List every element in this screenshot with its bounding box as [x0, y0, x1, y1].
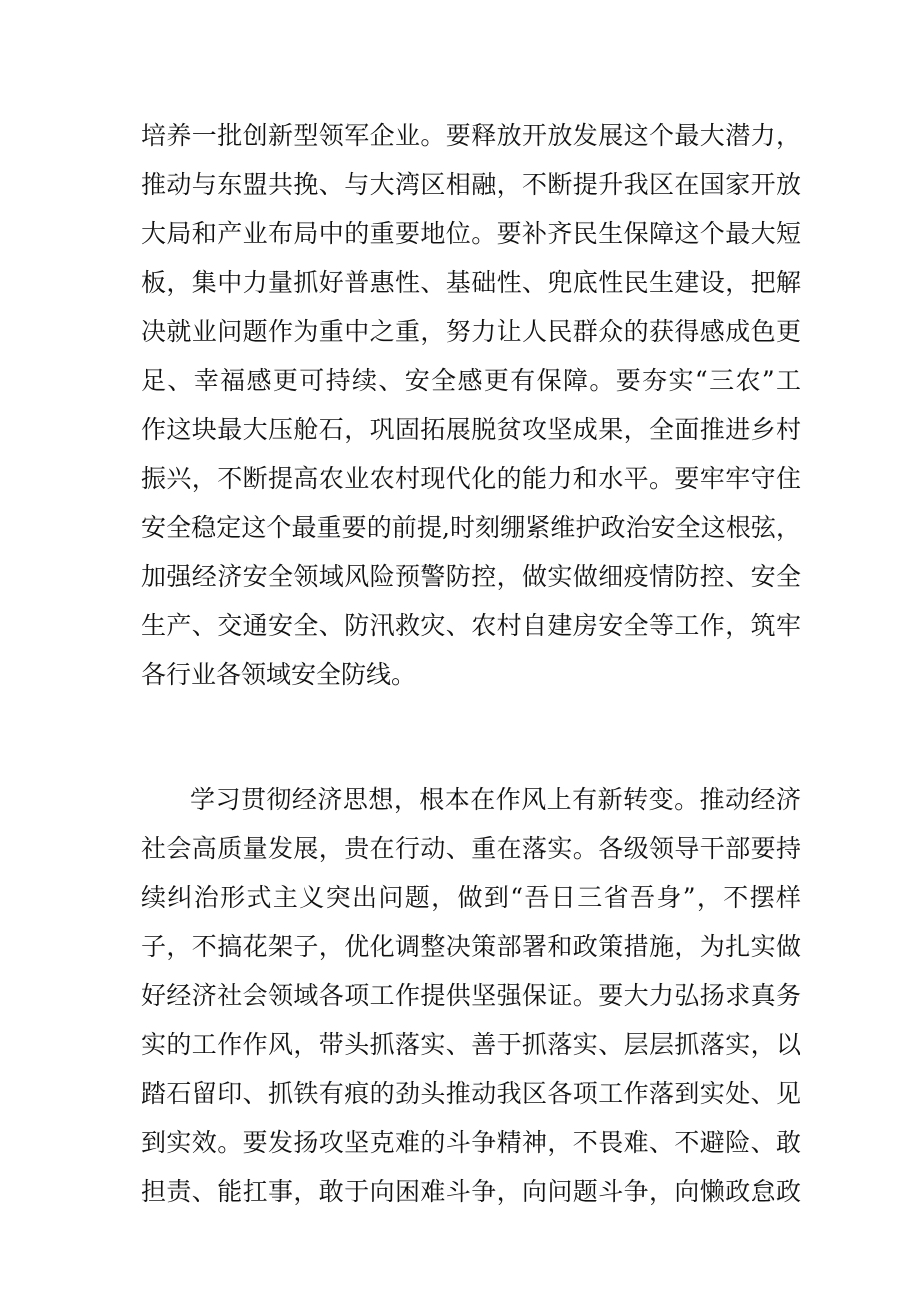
paragraph-line: 振兴，不断提高农业农村现代化的能力和水平。要牢牢守住: [141, 464, 801, 493]
paragraph-line: 决就业问题作为重中之重，努力让人民群众的获得感成色更: [141, 317, 801, 346]
paragraph-line: 踏石留印、抓铁有痕的劲头推动我区各项工作落到实处、见: [141, 1079, 801, 1108]
paragraph-line: 好经济社会领域各项工作提供坚强保证。要大力弘扬求真务: [141, 981, 801, 1010]
paragraph-line: 培养一批创新型领军企业。要释放开放发展这个最大潜力，: [141, 121, 801, 150]
paragraph-line: 续纠治形式主义突出问题，做到“吾日三省吾身”，不摆样: [141, 883, 801, 912]
paragraph-line: 实的工作作风，带头抓落实、善于抓落实、层层抓落实，以: [141, 1030, 801, 1059]
paragraph-line: 社会高质量发展，贵在行动、重在落实。各级领导干部要持: [141, 834, 801, 863]
paragraph-line: 推动与东盟共挽、与大湾区相融，不断提升我区在国家开放: [141, 170, 801, 199]
paragraph-line: 大局和产业布局中的重要地位。要补齐民生保障这个最大短: [141, 219, 801, 248]
paragraph-line: 安全稳定这个最重要的前提,时刻绷紧维护政治安全这根弦，: [141, 513, 801, 542]
paragraph-line: 足、幸福感更可持续、安全感更有保障。要夯实“三农”工: [141, 366, 801, 395]
paragraph-line: 生产、交通安全、防汛救灾、农村自建房安全等工作，筑牢: [141, 611, 801, 640]
paragraph-line: 各行业各领域安全防线。: [141, 660, 417, 689]
paragraph-line: 板，集中力量抓好普惠性、基础性、兜底性民生建设，把解: [141, 268, 801, 297]
paragraph-line: 加强经济安全领域风险预警防控，做实做细疫情防控、安全: [141, 562, 801, 591]
paragraph-line: 学习贯彻经济思想，根本在作风上有新转变。推动经济: [190, 785, 801, 814]
paragraph-line: 到实效。要发扬攻坚克难的斗争精神，不畏难、不避险、敢: [141, 1128, 801, 1157]
paragraph-line: 担责、能扛事，敢于向困难斗争，向问题斗争，向懒政怠政: [141, 1177, 801, 1206]
paragraph-line: 作这块最大压舱石，巩固拓展脱贫攻坚成果，全面推进乡村: [141, 415, 801, 444]
paragraph-line: 子，不搞花架子，优化调整决策部署和政策措施，为扎实做: [141, 932, 801, 961]
